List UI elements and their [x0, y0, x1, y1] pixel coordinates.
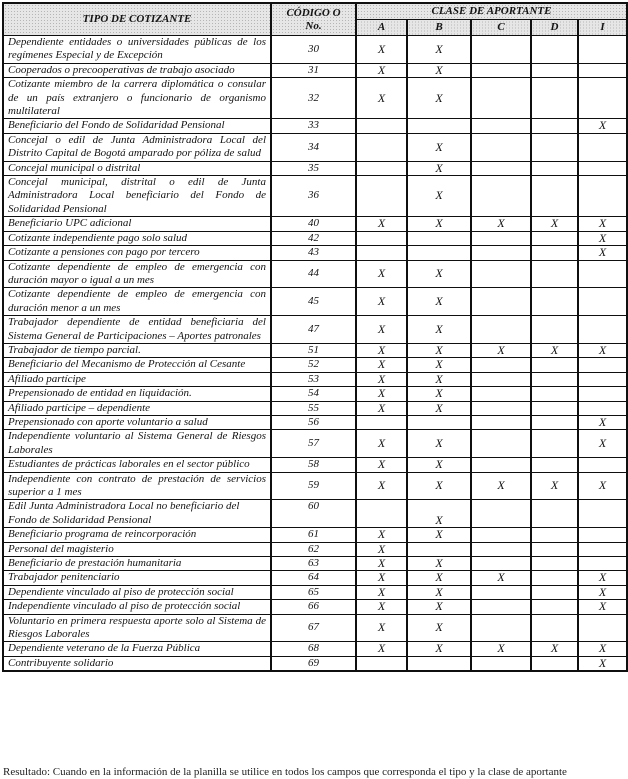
codigo-cell: 53	[271, 372, 356, 386]
clase-mark-cell-C	[471, 119, 531, 133]
clase-mark-cell-I	[578, 500, 627, 528]
cotizante-type-cell: Cotizante dependiente de empleo de emergencia con duración menor a un mes	[3, 288, 271, 316]
clase-mark-cell-A: X	[356, 63, 407, 77]
clase-mark-cell-B	[407, 119, 471, 133]
cotizante-type-cell: Prepensionado de entidad en liquidación.	[3, 387, 271, 401]
clase-mark-cell-A	[356, 231, 407, 245]
codigo-cell: 32	[271, 78, 356, 119]
clase-mark-cell-A	[356, 133, 407, 161]
header-clase-col-A: A	[356, 20, 407, 36]
cotizante-type-cell: Independiente voluntario al Sistema General de Riesgos Laborales	[3, 430, 271, 458]
clase-mark-cell-I	[578, 401, 627, 415]
clase-mark-cell-B: X	[407, 161, 471, 175]
clase-mark-cell-A: X	[356, 217, 407, 231]
clase-mark-cell-A: X	[356, 36, 407, 64]
clase-mark-cell-C	[471, 36, 531, 64]
clase-mark-cell-B	[407, 231, 471, 245]
document-page	[0, 2, 628, 778]
clase-mark-cell-C	[471, 161, 531, 175]
clase-mark-cell-I: X	[578, 415, 627, 429]
clase-mark-cell-I	[578, 133, 627, 161]
cotizante-type-cell: Concejal municipal o distrital	[3, 161, 271, 175]
header-clase-de-aportante: CLASE DE APORTANTE	[356, 3, 627, 20]
clase-mark-cell-B: X	[407, 217, 471, 231]
clase-mark-cell-I	[578, 63, 627, 77]
clase-mark-cell-I: X	[578, 585, 627, 599]
header-tipo-de-cotizante: TIPO DE COTIZANTE	[3, 3, 271, 36]
clase-mark-cell-A: X	[356, 614, 407, 642]
clase-mark-cell-D	[531, 358, 578, 372]
codigo-cell: 62	[271, 542, 356, 556]
clase-mark-cell-D	[531, 656, 578, 671]
clase-mark-cell-D	[531, 585, 578, 599]
clase-mark-cell-I: X	[578, 343, 627, 357]
cotizante-type-cell: Independiente con contrato de prestación de servicios superior a 1 mes	[3, 472, 271, 500]
table-row	[3, 458, 627, 472]
clase-mark-cell-B	[407, 415, 471, 429]
clase-mark-cell-D	[531, 387, 578, 401]
clase-mark-cell-A	[356, 656, 407, 671]
table-row	[3, 571, 627, 585]
clase-mark-cell-D	[531, 288, 578, 316]
clase-mark-cell-I	[578, 78, 627, 119]
clase-mark-cell-C: X	[471, 571, 531, 585]
clase-mark-cell-B: X	[407, 600, 471, 614]
clase-mark-cell-B: X	[407, 557, 471, 571]
clase-mark-cell-B: X	[407, 260, 471, 288]
header-codigo-line1: CÓDIGO O	[286, 6, 341, 19]
codigo-cell: 59	[271, 472, 356, 500]
table-row	[3, 288, 627, 316]
clase-mark-cell-D: X	[531, 217, 578, 231]
codigo-cell: 57	[271, 430, 356, 458]
clase-mark-cell-D: X	[531, 472, 578, 500]
clase-mark-cell-A: X	[356, 343, 407, 357]
table-row	[3, 472, 627, 500]
codigo-cell: 52	[271, 358, 356, 372]
cotizante-type-cell: Cotizante independiente pago solo salud	[3, 231, 271, 245]
clase-mark-cell-I	[578, 387, 627, 401]
clase-mark-cell-C	[471, 401, 531, 415]
clase-mark-cell-B: X	[407, 571, 471, 585]
clase-mark-cell-C	[471, 500, 531, 528]
cotizante-type-cell: Concejal municipal, distrital o edil de Junta Administradora Local beneficiario del Fondo de Solidaridad Pensional	[3, 176, 271, 217]
clase-mark-cell-D	[531, 557, 578, 571]
table-row	[3, 358, 627, 372]
clase-mark-cell-D	[531, 36, 578, 64]
table-row	[3, 401, 627, 415]
clase-mark-cell-B: X	[407, 78, 471, 119]
clase-mark-cell-C	[471, 316, 531, 344]
clase-mark-cell-C	[471, 585, 531, 599]
codigo-cell: 63	[271, 557, 356, 571]
clase-mark-cell-C	[471, 542, 531, 556]
cotizante-type-cell: Beneficiario programa de reincorporación	[3, 528, 271, 542]
codigo-cell: 69	[271, 656, 356, 671]
codigo-cell: 33	[271, 119, 356, 133]
table-row	[3, 614, 627, 642]
clase-mark-cell-B: X	[407, 316, 471, 344]
table-row	[3, 642, 627, 656]
clase-mark-cell-I	[578, 614, 627, 642]
clase-mark-cell-A: X	[356, 430, 407, 458]
clipped-footer-text: Resultado: Cuando en la información de la planilla se utilice en todos los campos que corresponda el tipo y la clase de aportante	[3, 766, 567, 778]
clase-mark-cell-A	[356, 161, 407, 175]
clase-mark-cell-I: X	[578, 430, 627, 458]
clase-mark-cell-B: X	[407, 500, 471, 528]
clase-mark-cell-D	[531, 78, 578, 119]
cotizante-type-cell: Beneficiario UPC adicional	[3, 217, 271, 231]
clase-mark-cell-D	[531, 614, 578, 642]
clase-mark-cell-I: X	[578, 600, 627, 614]
clase-mark-cell-B: X	[407, 472, 471, 500]
table-row	[3, 161, 627, 175]
codigo-cell: 31	[271, 63, 356, 77]
table-row	[3, 430, 627, 458]
clase-mark-cell-A: X	[356, 288, 407, 316]
clase-mark-cell-I: X	[578, 217, 627, 231]
clase-mark-cell-B: X	[407, 585, 471, 599]
clase-mark-cell-I: X	[578, 642, 627, 656]
clase-mark-cell-D	[531, 415, 578, 429]
clase-mark-cell-I	[578, 161, 627, 175]
clase-mark-cell-C	[471, 63, 531, 77]
clase-mark-cell-A: X	[356, 387, 407, 401]
clase-mark-cell-D	[531, 571, 578, 585]
clase-mark-cell-I	[578, 260, 627, 288]
codigo-cell: 34	[271, 133, 356, 161]
cotizante-type-cell: Cotizante miembro de la carrera diplomática o consular de un país extranjero o funcionario de organismo multilateral	[3, 78, 271, 119]
clase-mark-cell-C	[471, 358, 531, 372]
clase-mark-cell-A: X	[356, 316, 407, 344]
clase-mark-cell-D	[531, 161, 578, 175]
codigo-cell: 61	[271, 528, 356, 542]
clase-mark-cell-A: X	[356, 372, 407, 386]
codigo-cell: 35	[271, 161, 356, 175]
clase-mark-cell-C: X	[471, 472, 531, 500]
clase-mark-cell-C	[471, 78, 531, 119]
clase-mark-cell-B: X	[407, 343, 471, 357]
clase-mark-cell-C	[471, 600, 531, 614]
clase-mark-cell-A: X	[356, 458, 407, 472]
table-body	[3, 36, 627, 672]
table-row	[3, 387, 627, 401]
clase-mark-cell-D	[531, 231, 578, 245]
codigo-cell: 66	[271, 600, 356, 614]
clase-mark-cell-B: X	[407, 387, 471, 401]
clase-mark-cell-C	[471, 430, 531, 458]
codigo-cell: 44	[271, 260, 356, 288]
clase-mark-cell-A: X	[356, 600, 407, 614]
clase-mark-cell-B: X	[407, 430, 471, 458]
cotizante-type-cell: Dependiente entidades o universidades públicas de los regímenes Especial y de Excepción	[3, 36, 271, 64]
codigo-cell: 58	[271, 458, 356, 472]
clase-mark-cell-I: X	[578, 246, 627, 260]
table-row	[3, 246, 627, 260]
clase-mark-cell-B: X	[407, 36, 471, 64]
codigo-cell: 68	[271, 642, 356, 656]
clase-mark-cell-A: X	[356, 571, 407, 585]
clase-mark-cell-D	[531, 246, 578, 260]
header-clase-col-C: C	[471, 20, 531, 36]
clase-mark-cell-C	[471, 415, 531, 429]
clase-mark-cell-D	[531, 63, 578, 77]
codigo-cell: 47	[271, 316, 356, 344]
clase-mark-cell-I	[578, 557, 627, 571]
clase-mark-cell-C: X	[471, 343, 531, 357]
clase-mark-cell-I: X	[578, 231, 627, 245]
table-row	[3, 119, 627, 133]
clase-mark-cell-B	[407, 246, 471, 260]
clase-mark-cell-B: X	[407, 288, 471, 316]
clase-mark-cell-I: X	[578, 119, 627, 133]
cotizante-type-cell: Afiliado partícipe – dependiente	[3, 401, 271, 415]
clase-mark-cell-I: X	[578, 656, 627, 671]
table-row	[3, 557, 627, 571]
table-header	[3, 3, 627, 36]
cotizante-type-cell: Trabajador dependiente de entidad beneficiaria del Sistema General de Participaciones – Aportes patronales	[3, 316, 271, 344]
clase-mark-cell-I	[578, 358, 627, 372]
table-row	[3, 63, 627, 77]
table-row	[3, 585, 627, 599]
clase-mark-cell-C	[471, 288, 531, 316]
clase-mark-cell-A: X	[356, 642, 407, 656]
header-codigo-line2: No.	[305, 19, 322, 32]
cotizante-type-cell: Independiente vinculado al piso de protección social	[3, 600, 271, 614]
clase-mark-cell-B	[407, 656, 471, 671]
table-row	[3, 231, 627, 245]
cotizante-type-cell: Beneficiario de prestación humanitaria	[3, 557, 271, 571]
clase-mark-cell-D	[531, 372, 578, 386]
clase-mark-cell-D	[531, 133, 578, 161]
cotizante-type-cell: Concejal o edil de Junta Administradora Local del Distrito Capital de Bogotá amparado por póliza de salud	[3, 133, 271, 161]
clase-mark-cell-C	[471, 372, 531, 386]
clase-mark-cell-D	[531, 119, 578, 133]
cotizante-type-cell: Voluntario en primera respuesta aporte solo al Sistema de Riesgos Laborales	[3, 614, 271, 642]
codigo-cell: 36	[271, 176, 356, 217]
clase-mark-cell-D	[531, 528, 578, 542]
clase-mark-cell-B: X	[407, 133, 471, 161]
clase-mark-cell-A	[356, 500, 407, 528]
table-row	[3, 372, 627, 386]
clase-mark-cell-D	[531, 260, 578, 288]
clase-mark-cell-B: X	[407, 372, 471, 386]
cotizante-type-cell: Trabajador de tiempo parcial.	[3, 343, 271, 357]
clase-mark-cell-A: X	[356, 472, 407, 500]
clase-mark-cell-I	[578, 542, 627, 556]
table-row	[3, 36, 627, 64]
clase-mark-cell-I	[578, 288, 627, 316]
codigo-cell: 42	[271, 231, 356, 245]
clase-mark-cell-A: X	[356, 358, 407, 372]
clase-mark-cell-A: X	[356, 78, 407, 119]
clase-mark-cell-A	[356, 119, 407, 133]
clase-mark-cell-B: X	[407, 614, 471, 642]
clase-mark-cell-B: X	[407, 528, 471, 542]
codigo-cell: 45	[271, 288, 356, 316]
table-row	[3, 656, 627, 671]
clase-mark-cell-I	[578, 372, 627, 386]
tipo-cotizante-table	[2, 2, 628, 672]
header-clase-col-D: D	[531, 20, 578, 36]
table-row	[3, 528, 627, 542]
header-clase-col-I: I	[578, 20, 627, 36]
clase-mark-cell-B: X	[407, 458, 471, 472]
cotizante-type-cell: Contribuyente solidario	[3, 656, 271, 671]
clase-mark-cell-B: X	[407, 358, 471, 372]
table-row	[3, 316, 627, 344]
table-row	[3, 217, 627, 231]
cotizante-type-cell: Personal del magisterio	[3, 542, 271, 556]
cotizante-type-cell: Trabajador penitenciario	[3, 571, 271, 585]
clase-mark-cell-A: X	[356, 542, 407, 556]
table-row	[3, 133, 627, 161]
cotizante-type-cell: Afiliado partícipe	[3, 372, 271, 386]
clase-mark-cell-I	[578, 458, 627, 472]
clase-mark-cell-D	[531, 458, 578, 472]
table-row	[3, 78, 627, 119]
table-row	[3, 600, 627, 614]
clase-mark-cell-I	[578, 176, 627, 217]
clase-mark-cell-D	[531, 500, 578, 528]
clase-mark-cell-D	[531, 430, 578, 458]
codigo-cell: 54	[271, 387, 356, 401]
clase-mark-cell-A: X	[356, 401, 407, 415]
clase-mark-cell-A	[356, 415, 407, 429]
clase-mark-cell-A: X	[356, 528, 407, 542]
clase-mark-cell-B: X	[407, 63, 471, 77]
codigo-cell: 56	[271, 415, 356, 429]
clase-mark-cell-C	[471, 557, 531, 571]
cotizante-type-cell: Cotizante dependiente de empleo de emergencia con duración mayor o igual a un mes	[3, 260, 271, 288]
codigo-cell: 30	[271, 36, 356, 64]
clase-mark-cell-D	[531, 542, 578, 556]
clase-mark-cell-A: X	[356, 557, 407, 571]
clase-mark-cell-B: X	[407, 401, 471, 415]
clase-mark-cell-C	[471, 656, 531, 671]
clase-mark-cell-C	[471, 246, 531, 260]
cotizante-type-cell: Cooperados o precooperativas de trabajo asociado	[3, 63, 271, 77]
clase-mark-cell-A: X	[356, 585, 407, 599]
codigo-cell: 67	[271, 614, 356, 642]
clase-mark-cell-B: X	[407, 176, 471, 217]
clase-mark-cell-A	[356, 246, 407, 260]
cotizante-type-cell: Cotizante a pensiones con pago por tercero	[3, 246, 271, 260]
clase-mark-cell-C	[471, 458, 531, 472]
clase-mark-cell-I: X	[578, 472, 627, 500]
table-row	[3, 343, 627, 357]
clase-mark-cell-C	[471, 133, 531, 161]
clase-mark-cell-C: X	[471, 642, 531, 656]
clase-mark-cell-C	[471, 614, 531, 642]
header-codigo	[271, 3, 356, 36]
clase-mark-cell-D	[531, 600, 578, 614]
clase-mark-cell-C	[471, 387, 531, 401]
clase-mark-cell-A: X	[356, 260, 407, 288]
table-row	[3, 500, 627, 528]
clase-mark-cell-B	[407, 542, 471, 556]
table-row	[3, 415, 627, 429]
clase-mark-cell-C	[471, 528, 531, 542]
clase-mark-cell-I	[578, 316, 627, 344]
clase-mark-cell-A	[356, 176, 407, 217]
clase-mark-cell-C: X	[471, 217, 531, 231]
codigo-cell: 43	[271, 246, 356, 260]
codigo-cell: 51	[271, 343, 356, 357]
clase-mark-cell-D: X	[531, 343, 578, 357]
table-row	[3, 176, 627, 217]
cotizante-type-cell: Dependiente veterano de la Fuerza Pública	[3, 642, 271, 656]
codigo-cell: 65	[271, 585, 356, 599]
clase-mark-cell-B: X	[407, 642, 471, 656]
clase-mark-cell-I: X	[578, 571, 627, 585]
cotizante-type-cell: Edil Junta Administradora Local no beneficiario del Fondo de Solidaridad Pensional	[3, 500, 271, 528]
cotizante-type-cell: Prepensionado con aporte voluntario a salud	[3, 415, 271, 429]
clase-mark-cell-C	[471, 260, 531, 288]
table-row	[3, 260, 627, 288]
codigo-cell: 64	[271, 571, 356, 585]
codigo-cell: 40	[271, 217, 356, 231]
clase-mark-cell-D	[531, 401, 578, 415]
clase-mark-cell-D: X	[531, 642, 578, 656]
cotizante-type-cell: Dependiente vinculado al piso de protección social	[3, 585, 271, 599]
clase-mark-cell-D	[531, 176, 578, 217]
clase-mark-cell-C	[471, 231, 531, 245]
header-clase-col-B: B	[407, 20, 471, 36]
codigo-cell: 60	[271, 500, 356, 528]
cotizante-type-cell: Beneficiario del Fondo de Solidaridad Pensional	[3, 119, 271, 133]
cotizante-type-cell: Beneficiario del Mecanismo de Protección al Cesante	[3, 358, 271, 372]
clase-mark-cell-I	[578, 528, 627, 542]
codigo-cell: 55	[271, 401, 356, 415]
cotizante-type-cell: Estudiantes de prácticas laborales en el sector público	[3, 458, 271, 472]
clase-mark-cell-I	[578, 36, 627, 64]
clase-mark-cell-C	[471, 176, 531, 217]
table-row	[3, 542, 627, 556]
clase-mark-cell-D	[531, 316, 578, 344]
